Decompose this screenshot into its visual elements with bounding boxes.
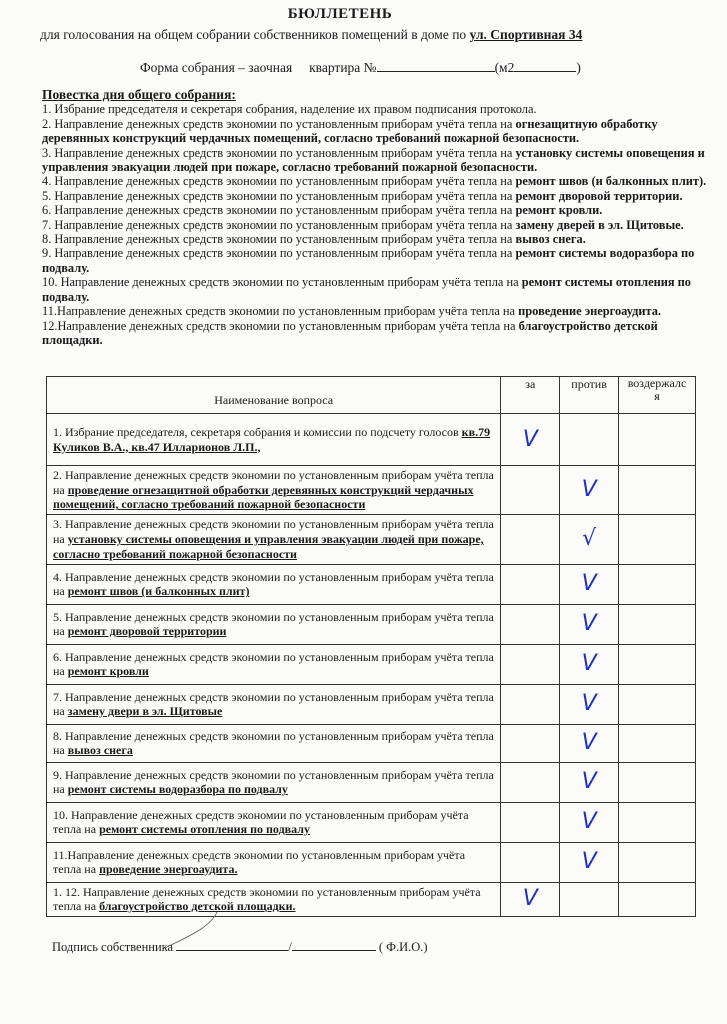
fio-label: ( Ф.И.О.) bbox=[378, 940, 428, 954]
ballot-row bbox=[47, 644, 696, 684]
signature-field[interactable] bbox=[176, 940, 288, 951]
vote-cell-against[interactable] bbox=[560, 466, 619, 515]
ballot-row bbox=[47, 604, 696, 644]
vote-cell-for[interactable] bbox=[501, 802, 560, 842]
checkmark-icon: V bbox=[522, 426, 538, 452]
signature-line bbox=[52, 940, 428, 955]
question-topic: проведение огнезащитной обработки деревянных конструкций чердачных помещений, согласно требований пожарной безопасности bbox=[53, 482, 474, 512]
question-text: 6. Направление денежных средств экономии по установленным приборам учёта тепла на bbox=[53, 649, 494, 679]
checkmark-icon: V bbox=[581, 651, 597, 677]
question-text: 11.Направление денежных средств экономии по установленным приборам учёта тепла на bbox=[53, 847, 466, 877]
checkmark-icon: V bbox=[581, 691, 597, 717]
subtitle-text: для голосования на общем собрании собственников помещений в доме по bbox=[40, 27, 470, 42]
question-topic: установку системы оповещения и управления эвакуации людей при пожаре, согласно требований пожарной безопасности bbox=[53, 531, 484, 561]
question-text: 8. Направление денежных средств экономии по установленным приборам учёта тепла на bbox=[53, 728, 494, 758]
fio-field[interactable] bbox=[292, 940, 376, 951]
vote-cell-abstain[interactable] bbox=[619, 842, 696, 882]
vote-cell-against[interactable] bbox=[560, 514, 619, 564]
vote-cell-against[interactable] bbox=[560, 644, 619, 684]
agenda-heading: Повестка дня общего собрания: bbox=[42, 87, 236, 102]
vote-cell-for[interactable] bbox=[501, 644, 560, 684]
question-cell bbox=[47, 604, 501, 644]
agenda-item bbox=[42, 275, 710, 304]
ballot-row bbox=[47, 882, 696, 916]
question-cell bbox=[47, 414, 501, 466]
form-label: Форма собрания – заочная bbox=[140, 60, 293, 75]
checkmark-icon: V bbox=[581, 611, 597, 637]
signature-label: Подпись собственника bbox=[52, 940, 174, 954]
vote-cell-for[interactable] bbox=[501, 466, 560, 515]
question-text: 5. Направление денежных средств экономии по установленным приборам учёта тепла на bbox=[53, 609, 494, 639]
agenda-item-topic: замену дверей в эл. Щитовые. bbox=[515, 217, 684, 232]
question-cell bbox=[47, 724, 501, 762]
vote-cell-against[interactable] bbox=[560, 604, 619, 644]
header-abstain bbox=[619, 377, 696, 414]
vote-cell-abstain[interactable] bbox=[619, 466, 696, 515]
agenda-item-topic: ремонт системы отопления по подвалу. bbox=[42, 275, 691, 304]
agenda-item bbox=[42, 232, 710, 246]
question-cell bbox=[47, 762, 501, 802]
agenda-item-topic: вывоз снега. bbox=[515, 232, 586, 247]
ballot-row bbox=[47, 762, 696, 802]
checkmark-icon: V bbox=[581, 849, 597, 875]
vote-cell-against[interactable] bbox=[560, 684, 619, 724]
vote-cell-against[interactable] bbox=[560, 414, 619, 466]
apartment-number-field[interactable] bbox=[377, 59, 495, 72]
question-text: 1. Избрание председателя, секретаря собрания и комиссии по подсчету голосов bbox=[53, 424, 462, 439]
table-header-row bbox=[47, 377, 696, 414]
question-topic: благоустройство детской площадки. bbox=[99, 899, 296, 914]
question-cell bbox=[47, 514, 501, 564]
agenda-item-text: 6. Направление денежных средств экономии по установленным приборам учёта тепла на bbox=[42, 203, 516, 218]
ballot-row bbox=[47, 466, 696, 515]
vote-cell-abstain[interactable] bbox=[619, 414, 696, 466]
ballot-row bbox=[47, 564, 696, 604]
signature-separator: / bbox=[288, 940, 292, 954]
ballot-row bbox=[47, 514, 696, 564]
area-field[interactable] bbox=[514, 59, 576, 72]
question-topic: вывоз снега bbox=[67, 743, 133, 758]
question-text: 2. Направление денежных средств экономии по установленным приборам учёта тепла на bbox=[53, 468, 494, 497]
agenda-item-text: 3. Направление денежных средств экономии по установленным приборам учёта тепла на bbox=[42, 145, 516, 160]
vote-cell-abstain[interactable] bbox=[619, 564, 696, 604]
header-question: Наименование вопроса bbox=[47, 377, 501, 414]
ballot-row bbox=[47, 414, 696, 466]
question-text: 7. Направление денежных средств экономии по установленным приборам учёта тепла на bbox=[53, 689, 494, 719]
vote-cell-abstain[interactable] bbox=[619, 724, 696, 762]
ballot-title: БЮЛЛЕТЕНЬ bbox=[287, 6, 393, 22]
agenda-item-text: 5. Направление денежных средств экономии по установленным приборам учёта тепла на bbox=[42, 188, 516, 203]
question-topic: ремонт системы водоразбора по подвалу bbox=[67, 782, 288, 797]
agenda-item bbox=[42, 174, 710, 188]
vote-cell-for[interactable] bbox=[501, 882, 560, 916]
agenda-item bbox=[42, 146, 710, 175]
vote-cell-abstain[interactable] bbox=[619, 882, 696, 916]
agenda-item-text: 1. Избрание председателя и секретаря собрания, наделение их правом подписания протокола. bbox=[42, 102, 537, 117]
agenda-item-text: 2. Направление денежных средств экономии по установленным приборам учёта тепла на bbox=[42, 116, 516, 131]
agenda-item-topic: проведение энергоаудита. bbox=[518, 304, 662, 319]
checkmark-icon: V bbox=[581, 476, 597, 502]
form-line bbox=[140, 59, 581, 76]
area-label: (м2 bbox=[494, 60, 515, 75]
vote-cell-abstain[interactable] bbox=[619, 684, 696, 724]
ballot-row bbox=[47, 842, 696, 882]
vote-cell-for[interactable] bbox=[501, 762, 560, 802]
agenda bbox=[42, 88, 710, 347]
agenda-item-text: 8. Направление денежных средств экономии по установленным приборам учёта тепла на bbox=[42, 232, 516, 247]
ballot-body bbox=[47, 414, 696, 917]
question-cell bbox=[47, 644, 501, 684]
question-cell bbox=[47, 466, 501, 515]
vote-cell-abstain[interactable] bbox=[619, 604, 696, 644]
agenda-item-topic: ремонт швов (и балконных плит). bbox=[515, 174, 707, 189]
vote-cell-for[interactable] bbox=[501, 684, 560, 724]
question-cell bbox=[47, 564, 501, 604]
agenda-item bbox=[42, 319, 710, 348]
agenda-item-text: 7. Направление денежных средств экономии по установленным приборам учёта тепла на bbox=[42, 217, 516, 232]
vote-cell-for[interactable] bbox=[501, 514, 560, 564]
header-abstain-text: воздержался bbox=[627, 376, 687, 403]
vote-cell-for[interactable] bbox=[501, 724, 560, 762]
question-topic: ремонт кровли bbox=[67, 664, 149, 679]
address: ул. Спортивная 34 bbox=[469, 27, 583, 42]
apartment-label: квартира № bbox=[309, 60, 377, 75]
question-cell bbox=[47, 842, 501, 882]
agenda-item-text: 11.Направление денежных средств экономии по установленным приборам учёта тепла на bbox=[42, 304, 519, 319]
ballot-table bbox=[46, 376, 696, 917]
agenda-item-text: 12.Направление денежных средств экономии по установленным приборам учёта тепла на bbox=[42, 318, 519, 333]
agenda-item-topic: огнезащитную обработку деревянных конструкций чердачных помещений, согласно требований пожарной безопасности. bbox=[42, 116, 658, 146]
agenda-item-text: 9. Направление денежных средств экономии по установленным приборам учёта тепла на bbox=[42, 246, 516, 261]
agenda-item bbox=[42, 304, 710, 318]
question-cell bbox=[47, 684, 501, 724]
agenda-item bbox=[42, 203, 710, 217]
header-against: против bbox=[560, 377, 619, 414]
question-topic: замену двери в эл. Щитовые bbox=[67, 704, 223, 719]
checkmark-icon: V bbox=[522, 886, 538, 912]
area-close: ) bbox=[576, 60, 581, 75]
question-topic: кв.79 Куликов В.А., кв.47 Илларионов Л.П., bbox=[53, 424, 491, 454]
agenda-item-topic: ремонт дворовой территории. bbox=[515, 188, 683, 203]
vote-cell-for[interactable] bbox=[501, 842, 560, 882]
header-for: за bbox=[501, 377, 560, 414]
agenda-item-topic: ремонт системы водоразбора по подвалу. bbox=[42, 246, 695, 275]
ballot-row bbox=[47, 724, 696, 762]
vote-cell-against[interactable] bbox=[560, 762, 619, 802]
vote-cell-abstain[interactable] bbox=[619, 644, 696, 684]
question-text: 4. Направление денежных средств экономии по установленным приборам учёта тепла на bbox=[53, 569, 494, 599]
question-topic: ремонт дворовой территории bbox=[67, 624, 227, 639]
vote-cell-abstain[interactable] bbox=[619, 514, 696, 564]
checkmark-icon: V bbox=[581, 809, 597, 835]
checkmark-icon: V bbox=[581, 730, 597, 756]
vote-cell-against[interactable] bbox=[560, 724, 619, 762]
question-text: 9. Направление денежных средств экономии по установленным приборам учёта тепла на bbox=[53, 767, 494, 797]
vote-cell-for[interactable] bbox=[501, 564, 560, 604]
question-cell bbox=[47, 882, 501, 916]
agenda-item bbox=[42, 117, 710, 146]
question-topic: ремонт системы отопления по подвалу bbox=[99, 822, 310, 837]
vote-cell-against[interactable] bbox=[560, 564, 619, 604]
checkmark-icon: √ bbox=[582, 526, 597, 552]
agenda-item bbox=[42, 102, 710, 116]
vote-cell-against[interactable] bbox=[560, 802, 619, 842]
agenda-item-text: 4. Направление денежных средств экономии по установленным приборам учёта тепла на bbox=[42, 174, 516, 189]
agenda-item-topic: установку системы оповещения и управления эвакуации людей при пожаре, согласно требований пожарной безопасности. bbox=[42, 145, 705, 175]
vote-cell-abstain[interactable] bbox=[619, 762, 696, 802]
question-cell bbox=[47, 802, 501, 842]
ballot-row bbox=[47, 684, 696, 724]
agenda-list bbox=[42, 102, 710, 347]
vote-cell-against[interactable] bbox=[560, 842, 619, 882]
question-topic: проведение энергоаудита. bbox=[99, 862, 238, 877]
vote-cell-abstain[interactable] bbox=[619, 802, 696, 842]
agenda-item bbox=[42, 218, 710, 232]
agenda-item-text: 10. Направление денежных средств экономии по установленным приборам учёта тепла на bbox=[42, 275, 522, 290]
ballot-subtitle bbox=[40, 27, 582, 43]
vote-cell-for[interactable] bbox=[501, 604, 560, 644]
question-text: 3. Направление денежных средств экономии по установленным приборам учёта тепла на bbox=[53, 517, 494, 546]
vote-cell-against[interactable] bbox=[560, 882, 619, 916]
vote-cell-for[interactable] bbox=[501, 414, 560, 466]
agenda-item bbox=[42, 189, 710, 203]
checkmark-icon: V bbox=[581, 571, 597, 597]
agenda-item bbox=[42, 246, 710, 275]
agenda-item-topic: благоустройство детской площадки. bbox=[42, 318, 658, 347]
agenda-item-topic: ремонт кровли. bbox=[515, 203, 603, 218]
ballot-row bbox=[47, 802, 696, 842]
question-text: 10. Направление денежных средств экономии по установленным приборам учёта тепла на bbox=[53, 807, 469, 837]
question-text: 1. 12. Направление денежных средств экономии по установленным приборам учёта тепла на bbox=[53, 884, 481, 914]
question-topic: ремонт швов (и балконных плит) bbox=[67, 584, 250, 599]
checkmark-icon: V bbox=[581, 769, 597, 795]
